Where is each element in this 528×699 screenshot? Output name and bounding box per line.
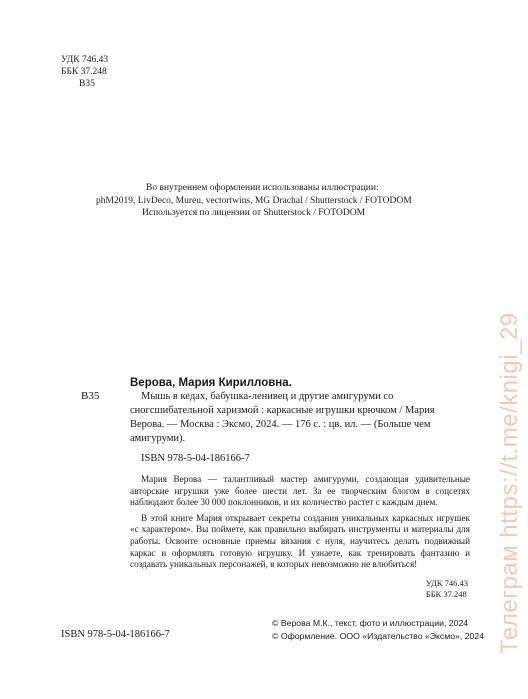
card-title: Мышь в кедах, бабушка-ленивец и другие амигуруми со сногсшибательной харизмой : каркасные игрушки крючком / Мария Верова. — Москва : Эксмо, 2024. — 176 с. : цв. ил. — (Больше чем амигуруми). [130, 391, 435, 444]
udk-code: УДК 746.43 [61, 55, 109, 65]
udk-block-top [61, 54, 108, 90]
udk-code-right: УДК 746.43 [425, 578, 468, 588]
watermark [492, 54, 523, 654]
copyright-author: © Верова М.К., текст, фото и иллюстрации, 2024 [272, 618, 469, 628]
illustration-credits-line3: Используется по лицензии от Shutterstock / FOTODOM [142, 208, 366, 218]
catalog-card [81, 376, 470, 575]
annotation-paragraph: Мария Верова — талантливый мастер амигуруми, создающая удивительные авторские игрушки уже более шести лет. За ее творческим блогом в соцсетях наблюдают более 30 000 поклонников, и их количество растет с каждым днем. [130, 474, 470, 508]
author-sign: В35 [79, 79, 95, 89]
isbn-bottom: ISBN 978-5-04-186166-7 [61, 629, 170, 640]
card-isbn: ISBN 978-5-04-186166-7 [141, 453, 250, 464]
card-author-sign: В35 [81, 390, 100, 402]
copyright-publisher: © Оформление. ООО «Издательство «Эксмо», 2024 [272, 630, 485, 641]
udk-block-right [426, 578, 468, 599]
watermark-text: Телеграм https://t.me/knigi_29 [496, 312, 523, 654]
copyright-block [272, 617, 484, 642]
bbk-code: ББК 37.248 [61, 67, 107, 77]
illustration-credits [96, 182, 412, 220]
card-annotation [130, 474, 470, 571]
card-author: Верова, Мария Кирилловна. [130, 377, 292, 389]
bbk-code-right: ББК 37.248 [425, 588, 467, 599]
annotation-paragraph: В этой книге Мария открывает секреты создания уникальных каркасных игрушек «с характером». Вы поймете, как правильно выбирать инструменты и материалы для работы. Освоите основные приемы вязания с нуля, научитесь делать подвижный каркас и оформлять готовую игрушку. И узнаете, как тренировать фантазию и создавать уникальных персонажей, в которых невозможно не влюбиться! [130, 512, 470, 570]
illustration-credits-line1: Во внутреннем оформлении использованы иллюстрации: [146, 183, 379, 193]
illustration-credits-line2: phM2019, LivDeco, Mureu, vectortwins, MG Drachal / Shutterstock / FOTODOM [96, 195, 412, 206]
